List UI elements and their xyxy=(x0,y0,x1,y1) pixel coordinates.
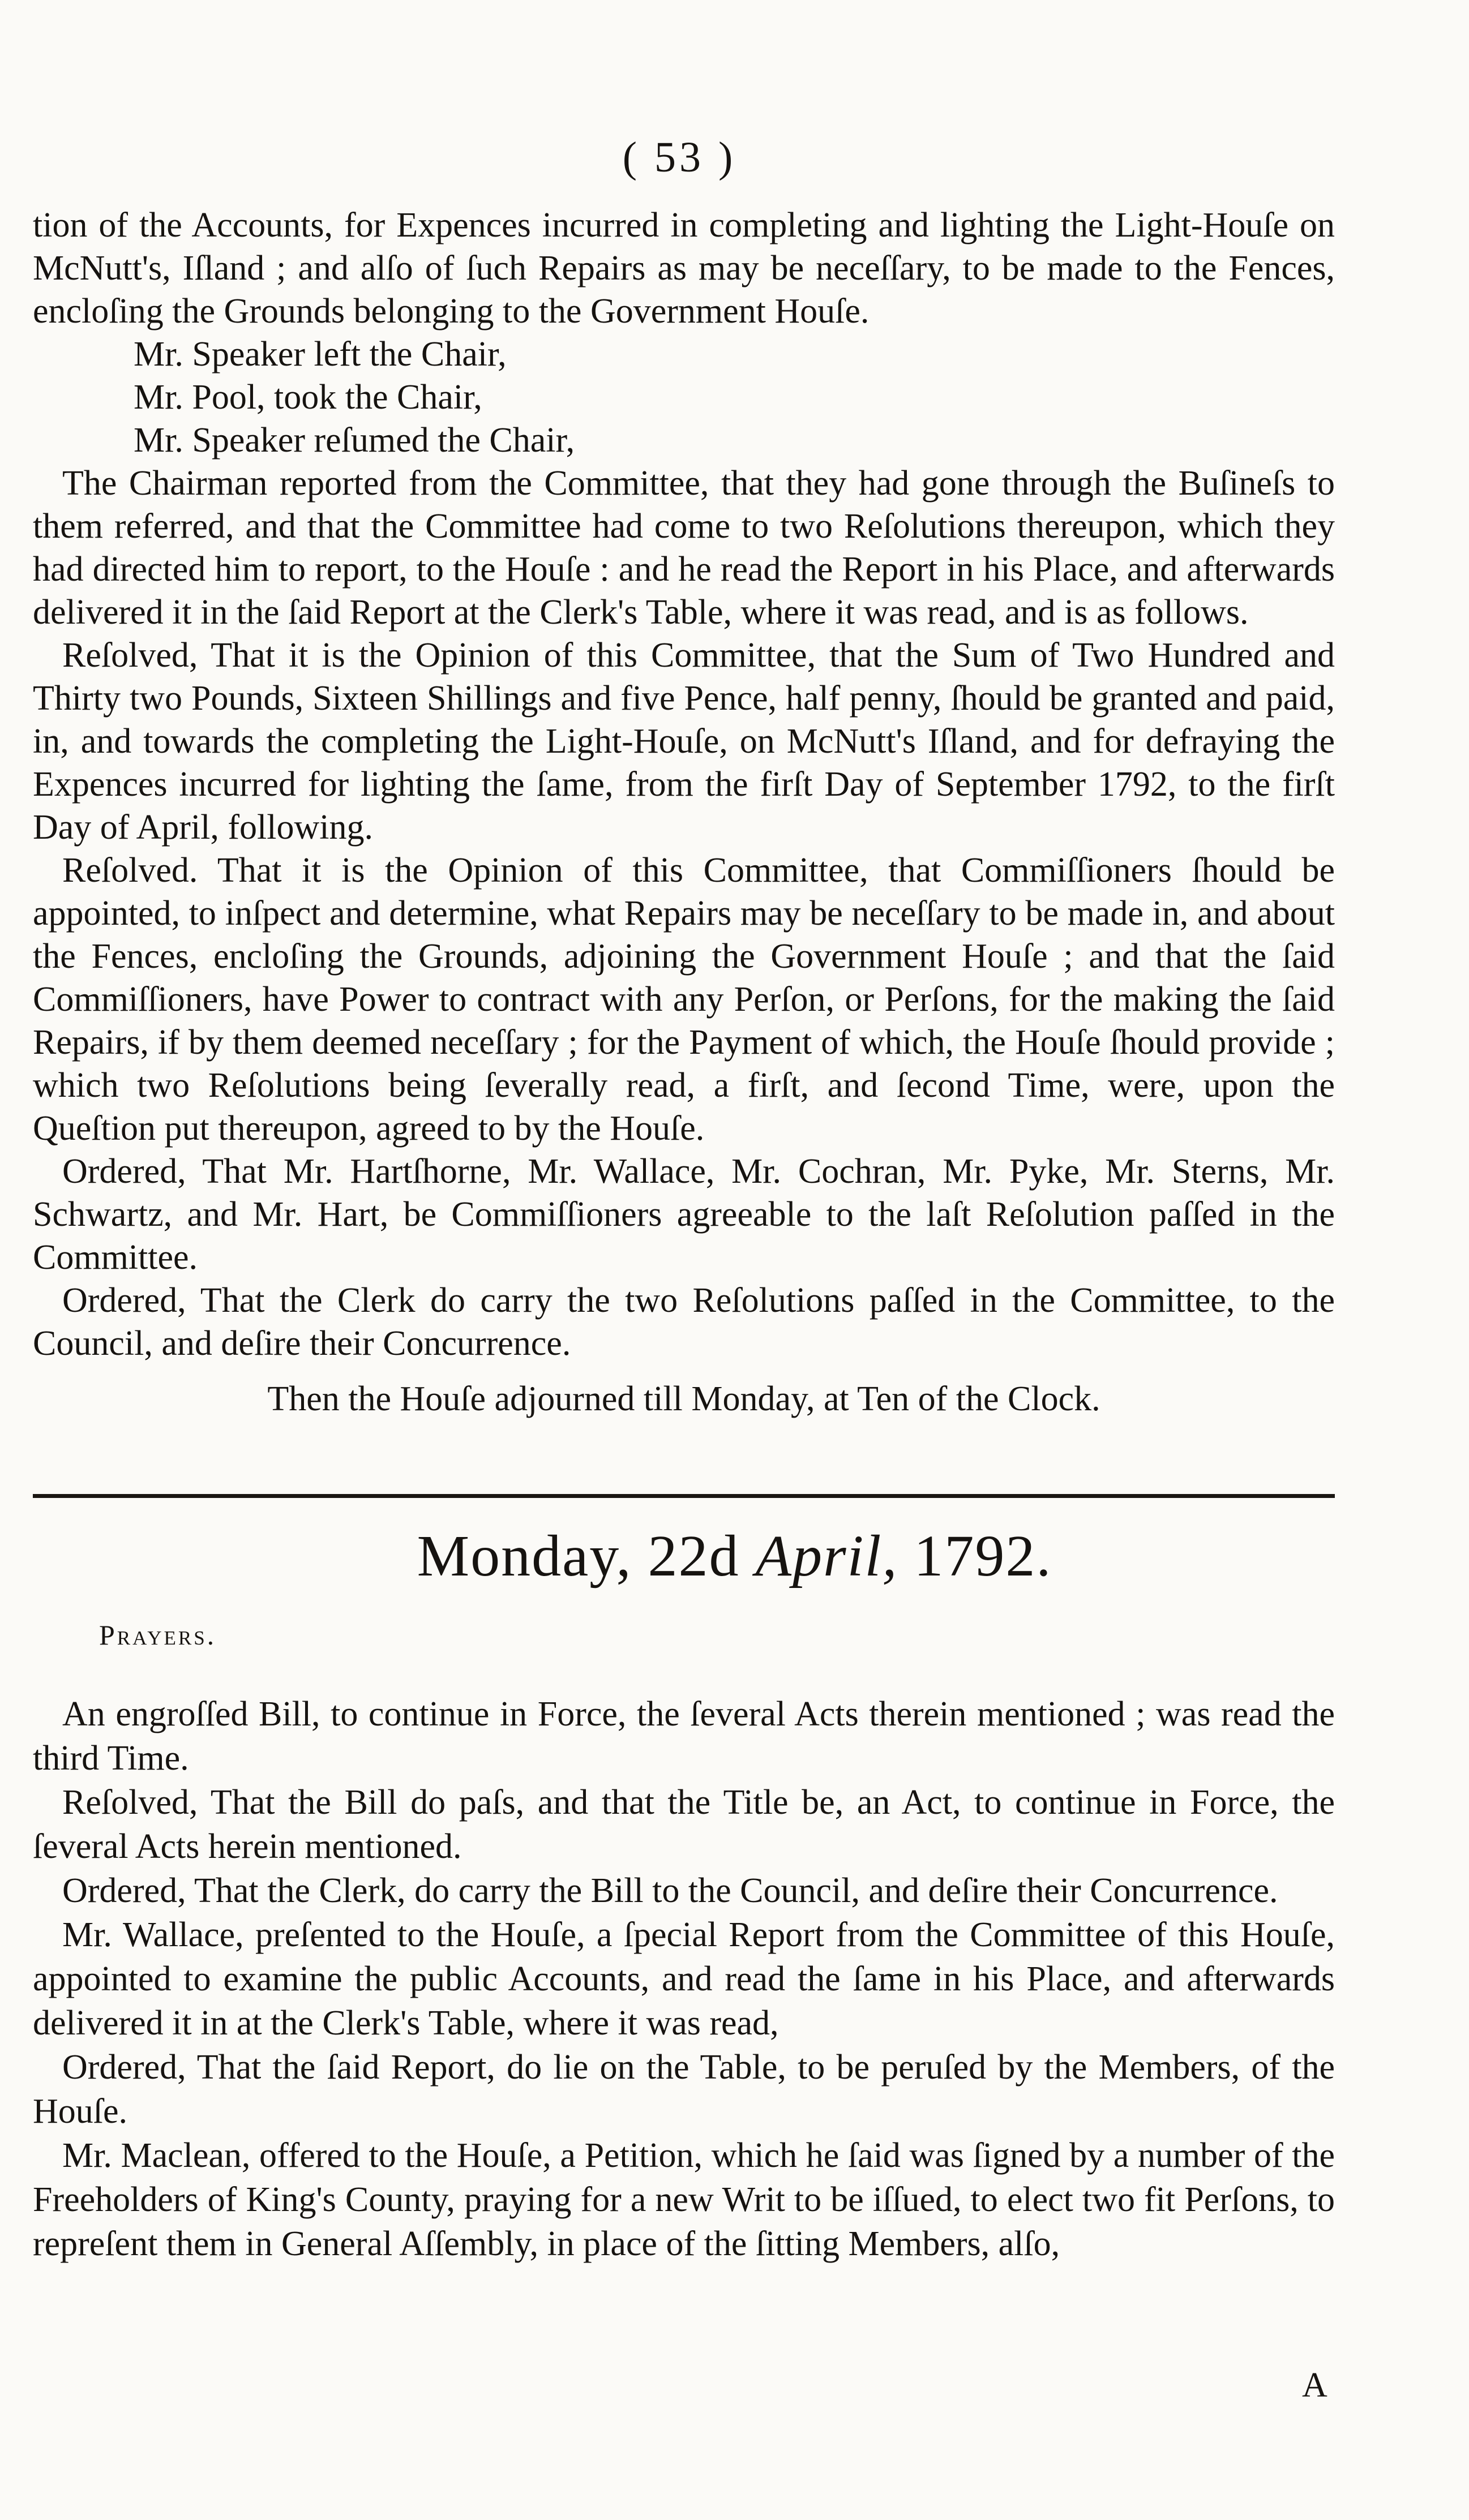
heading-month: April, xyxy=(755,1523,898,1589)
paragraph-light-house: tion of the Accounts, for Expences incurred in completing and lighting the Light-Houſe on McNutt's, Iſland ; and alſo of ſuch Repairs as may be neceſſary, to be made to the Fences, encloſing the Grounds belonging to the Government Houſe. xyxy=(33,206,1335,330)
paragraph-ordered-commissioners: Ordered, That Mr. Hartſhorne, Mr. Wallace, Mr. Cochran, Mr. Pyke, Mr. Sterns, Mr. Schwartz, and Mr. Hart, be Commiſſioners agreeable to the laſt Reſolution paſſed in the Committee. xyxy=(33,1152,1335,1277)
prayers-label: Prayers. xyxy=(99,1619,217,1651)
chair-line-2: Mr. Pool, took the Chair, xyxy=(134,378,482,417)
paragraph-maclean-petition: Mr. Maclean, offered to the Houſe, a Petition, which he ſaid was ſigned by a number of the Freeholders of King's County, praying for a new Writ to be iſſued, to elect two fit Perſons, to repreſent them in General Aſſembly, in place of the ſitting Members, alſo, xyxy=(33,2136,1335,2263)
paragraph-ordered-bill: Ordered, That the Clerk, do carry the Bill to the Council, and deſire their Concurrence. xyxy=(62,1871,1278,1910)
heading-year: 1792. xyxy=(914,1523,1052,1589)
paragraph-resolved-sum: Reſolved, That it is the Opinion of this Committee, that the Sum of Two Hundred and Thirty two Pounds, Sixteen Shillings and five Pence, half penny, ſhould be granted and paid, in, and towards the completing the Light-Houſe, on McNutt's Iſland, and for defraying the Expences incurred for lighting the ſame, from the firſt Day of September 1792, to the firſt Day of April, following. xyxy=(33,636,1335,847)
adjournment-line: Then the Houſe adjourned till Monday, at Ten of the Clock. xyxy=(267,1380,1100,1418)
chair-line-1: Mr. Speaker left the Chair, xyxy=(134,335,507,374)
paragraph-chairman-report: The Chairman reported from the Committee, that they had gone through the Buſineſs to them referred, and that the Committee had come to two Reſolutions thereupon, which they had directed him to report, to the Houſe : and he read the Report in his Place, and afterwards delivered it in the ſaid Report at the Clerk's Table, where it was read, and is as follows. xyxy=(33,464,1335,632)
paragraph-ordered-clerk: Ordered, That the Clerk do carry the two Reſolutions paſſed in the Committee, to the Council, and deſire their Concurrence. xyxy=(33,1281,1335,1363)
paragraph-wallace-report: Mr. Wallace, preſented to the Houſe, a ſpecial Report from the Committee of this Houſe, appointed to examine the public Accounts, and read the ſame in his Place, and afterwards delivered it in at the Clerk's Table, where it was read, xyxy=(33,1916,1335,2042)
proceedings-monday xyxy=(33,1692,1335,2266)
paragraph-resolved-commissioners: Reſolved. That it is the Opinion of this Committee, that Commiſſioners ſhould be appointed, to inſpect and determine, what Repairs may be neceſſary to be made in, and about the Fences, encloſing the Grounds, adjoining the Government Houſe ; and that the ſaid Commiſſioners, have Power to contract with any Perſon, or Perſons, for the making the ſaid Repairs, if by them deemed neceſſary ; for the Payment of which, the Houſe ſhould provide ; which two Reſolutions being ſeverally read, a firſt, and ſecond Time, were, upon the Queſtion put thereupon, agreed to by the Houſe. xyxy=(33,851,1335,1148)
paragraph-ordered-report: Ordered, That the ſaid Report, do lie on the Table, to be peruſed by the Members, of the Houſe. xyxy=(33,2048,1335,2131)
paragraph-resolved-bill: Reſolved, That the Bill do paſs, and that the Title be, an Act, to continue in Force, the ſeveral Acts herein mentioned. xyxy=(33,1783,1335,1866)
day-heading xyxy=(0,1522,1469,1590)
heading-date: 22d xyxy=(648,1523,740,1589)
chair-line-3: Mr. Speaker reſumed the Chair, xyxy=(134,421,575,460)
heading-day: Monday, xyxy=(417,1523,632,1589)
proceedings-continued xyxy=(33,204,1335,1420)
page-number: ( 53 ) xyxy=(622,134,736,181)
catchword: A xyxy=(1302,2366,1327,2405)
section-rule xyxy=(33,1494,1335,1498)
paragraph-engrossed-bill: An engroſſed Bill, to continue in Force, the ſeveral Acts therein mentioned ; was read the third Time. xyxy=(33,1695,1335,1778)
